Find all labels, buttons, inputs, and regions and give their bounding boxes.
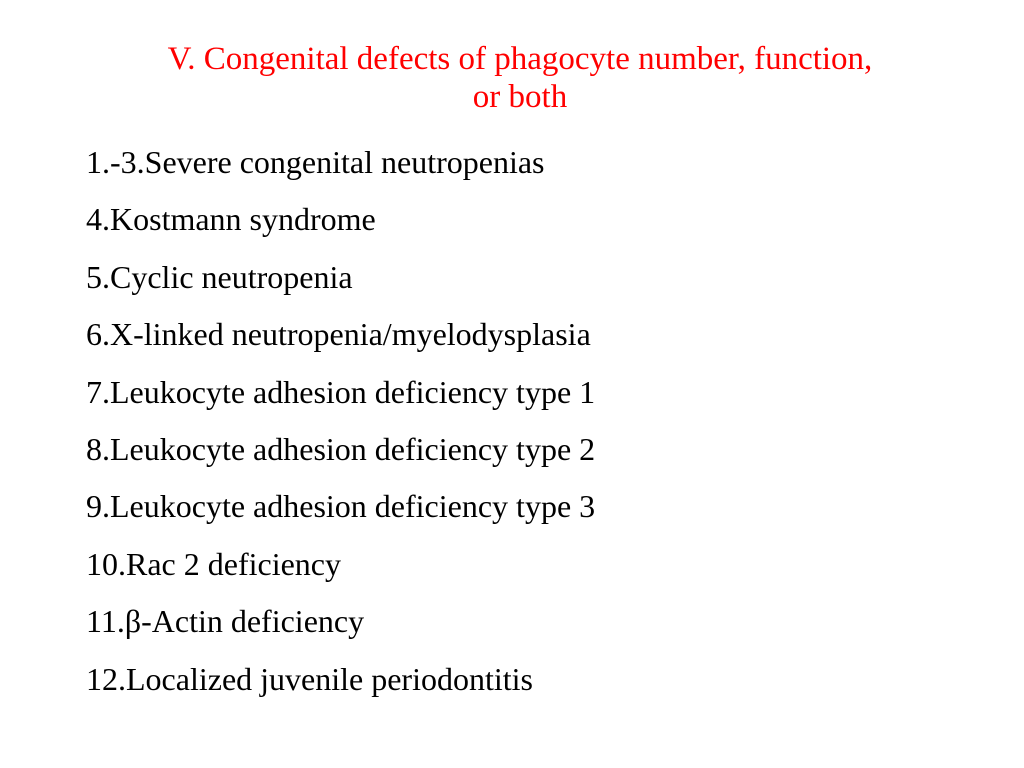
list-item: 9.Leukocyte adhesion deficiency type 3 bbox=[86, 488, 596, 525]
list-item: 8.Leukocyte adhesion deficiency type 2 bbox=[86, 430, 596, 467]
list-item: 12.Localized juvenile periodontitis bbox=[86, 660, 533, 697]
slide-title bbox=[60, 40, 980, 116]
list-item: 11.β-Actin deficiency bbox=[86, 603, 365, 640]
list-item: 4.Kostmann syndrome bbox=[86, 201, 376, 238]
defect-list bbox=[86, 144, 595, 718]
list-item: 6.X-linked neutropenia/myelodysplasia bbox=[86, 316, 591, 353]
list-item: 5.Cyclic neutropenia bbox=[86, 258, 353, 295]
list-item: 10.Rac 2 deficiency bbox=[86, 545, 341, 582]
list-item: 7.Leukocyte adhesion deficiency type 1 bbox=[86, 373, 596, 410]
slide-title-line-1: V. Congenital defects of phagocyte number, function, bbox=[167, 41, 873, 77]
slide-title-line-2: or both bbox=[472, 79, 568, 115]
list-item: 1.-3.Severe congenital neutropenias bbox=[86, 144, 545, 180]
